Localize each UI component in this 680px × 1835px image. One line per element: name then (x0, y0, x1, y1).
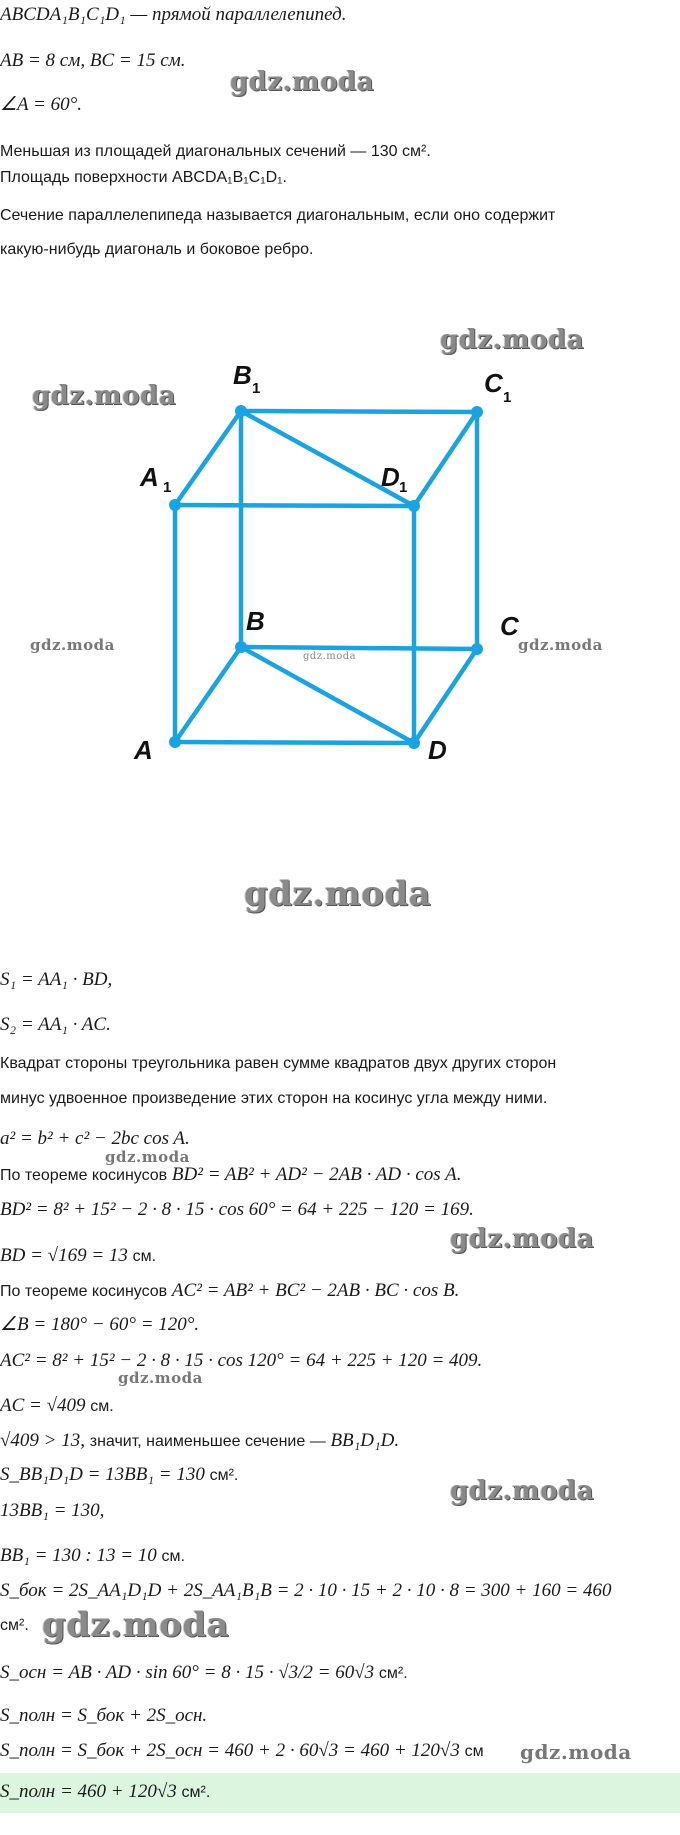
edge-A-D (175, 742, 414, 743)
solution-line-17: S_бок = 2S_AA₁D₁D + 2S_AA₁B₁B = 2 · 10 · 15 + 2 · 10 · 8 = 300 + 160 = 460 (0, 1580, 612, 1601)
edge-C-D (414, 649, 477, 743)
solution-line-2: S₂ = AA₁ · AC. (0, 1014, 111, 1035)
solution-line-10: ∠B = 180° − 60° = 120°. (0, 1314, 200, 1335)
solution-line-8: BD = √169 = 13 см. (0, 1245, 157, 1266)
watermark: gdz.moda (518, 636, 603, 654)
watermark: gdz.moda (244, 874, 432, 914)
solution-line-13: √409 > 13, значит, наименьшее сечение — BB₁D₁D. (0, 1430, 400, 1451)
solution-line-21: S_полн = S_бок + 2S_осн = 460 + 2 · 60√3 = 460 + 120√3 см (0, 1740, 484, 1761)
vertex-A (169, 736, 181, 748)
watermark: gdz.moda (303, 651, 357, 662)
label-B: B (246, 606, 265, 636)
label-B1-sub: 1 (252, 380, 261, 397)
edge-B1-C1 (241, 411, 477, 412)
problem-line-3: ∠A = 60°. (0, 94, 82, 115)
label-D: D (428, 735, 447, 765)
edge-A-B (175, 647, 241, 742)
solution-line-18: см². (0, 1617, 29, 1634)
solution-line-6: По теореме косинусов BD² = AB² + AD² − 2AB · AD · cos A. (0, 1164, 462, 1185)
vertex-B (235, 641, 247, 653)
solution-line-3: Квадрат стороны треугольника равен сумме квадратов двух других сторон (0, 1055, 557, 1072)
label-D1: D (381, 462, 400, 492)
label-D1-sub: 1 (399, 479, 408, 496)
vertex-D (408, 737, 420, 749)
edge-B-C (241, 647, 477, 649)
label-C1: C (484, 368, 503, 398)
vertex-C1 (471, 406, 483, 418)
edge-A1-B1 (175, 411, 241, 505)
problem-line-4: Меньшая из площадей диагональных сечений — 130 см². (0, 143, 431, 160)
solution-line-14: S_BB₁D₁D = 13BB₁ = 130 см². (0, 1464, 239, 1485)
watermark: gdz.moda (30, 636, 115, 654)
label-C1-sub: 1 (503, 389, 512, 406)
watermark: gdz.moda (230, 67, 375, 97)
solution-line-20: S_полн = S_бок + 2S_осн. (0, 1705, 208, 1726)
problem-line-6: Сечение параллелепипеда называется диагональным, если оно содержит (0, 207, 556, 224)
watermark: gdz.moda (105, 1148, 190, 1166)
watermark: gdz.moda (450, 1476, 595, 1506)
solution-line-7: BD² = 8² + 15² − 2 · 8 · 15 · cos 60° = 64 + 225 − 120 = 169. (0, 1199, 474, 1220)
watermark: gdz.moda (118, 1369, 203, 1387)
watermark: gdz.moda (440, 325, 585, 355)
label-B1: B (233, 360, 252, 390)
edge-A1-D1 (175, 505, 414, 506)
label-A1: A (140, 462, 159, 492)
problem-line-2: AB = 8 см, BC = 15 см. (0, 50, 186, 71)
watermark: gdz.moda (32, 381, 177, 411)
watermark: gdz.moda (520, 1740, 632, 1764)
solution-line-1: S₁ = AA₁ · BD, (0, 969, 113, 990)
solution-line-22: S_полн = 460 + 120√3 см². (0, 1781, 211, 1802)
problem-line-7: какую-нибудь диагональ и боковое ребро. (0, 241, 314, 258)
label-C: C (500, 611, 519, 641)
solution-line-19: S_осн = AB · AD · sin 60° = 8 · 15 · √3/2 = 60√3 см². (0, 1662, 408, 1683)
solution-line-15: 13BB₁ = 130, (0, 1500, 105, 1521)
solution-line-9: По теореме косинусов AC² = AB² + BC² − 2AB · BC · cos B. (0, 1280, 460, 1301)
solution-line-4: минус удвоенное произведение этих сторон на косинус угла между ними. (0, 1090, 548, 1107)
solution-line-16: BB₁ = 130 : 13 = 10 см. (0, 1545, 185, 1566)
problem-line-5: Площадь поверхности ABCDA₁B₁C₁D₁. (0, 169, 287, 186)
vertex-A1 (169, 499, 181, 511)
watermark: gdz.moda (42, 1605, 230, 1645)
label-A: A (134, 735, 153, 765)
problem-line-1: ABCDA₁B₁C₁D₁ — прямой параллелепипед. (0, 4, 347, 25)
edge-C1-D1 (414, 412, 477, 506)
solution-line-12: AC = √409 см. (0, 1395, 114, 1416)
watermark: gdz.moda (450, 1224, 595, 1254)
vertex-labels (133, 360, 520, 765)
label-A1-sub: 1 (163, 479, 172, 496)
vertex-B1 (235, 405, 247, 417)
solution-line-5: a² = b² + c² − 2bc cos A. (0, 1128, 190, 1149)
vertex-C (471, 643, 483, 655)
solution-line-11: AC² = 8² + 15² − 2 · 8 · 15 · cos 120° = 64 + 225 + 120 = 409. (0, 1350, 483, 1371)
vertex-D1 (408, 500, 420, 512)
